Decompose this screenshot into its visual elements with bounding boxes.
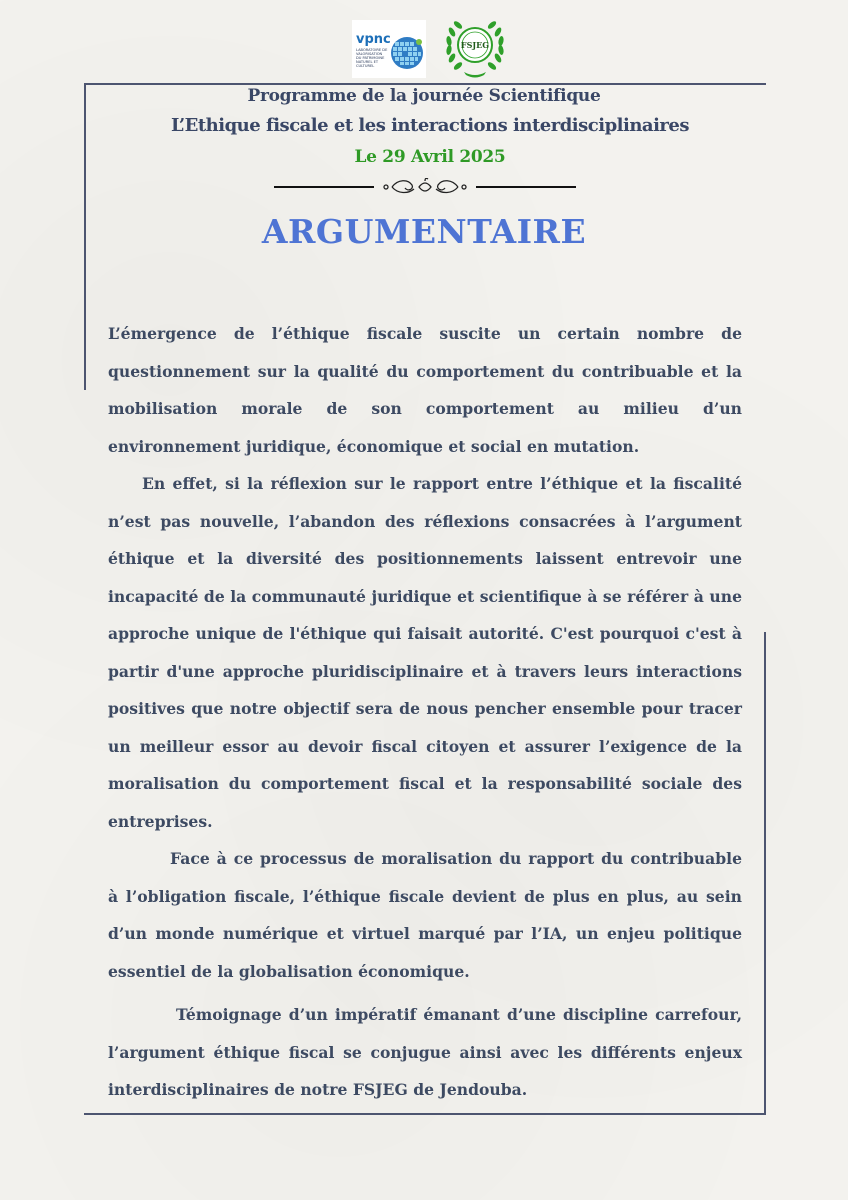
globe-icon — [388, 34, 426, 72]
argument-body — [108, 315, 742, 1109]
event-date: Le 29 Avril 2025 — [354, 147, 506, 167]
vpnc-logo-subtitle: LABORATOIRE DE VALORISATION DU PATRIMOINE NATUREL ET CULTUREL — [356, 48, 388, 68]
vpnc-logo-text: vpnc — [356, 32, 391, 47]
program-heading: Programme de la journée Scientifique — [247, 86, 601, 106]
paragraph-moralisation: Face à ce processus de moralisation du rapport du contribuable à l’obligation fiscale, l’éthique fiscale devient de plus en plus, au sein d’un monde numérique et virtuel marqué par l’IA, un enjeu politique essentiel de la globalisation économique. — [108, 849, 742, 981]
event-title: L’Ethique fiscale et les interactions interdisciplinaires — [171, 115, 689, 136]
paragraph-intro: L’émergence de l’éthique fiscale suscite un certain nombre de questionnement sur la qualité du comportement du contribuable et la mobilisation morale de son comportement au milieu d’un environnement juridique, économique et social en mutation. — [108, 324, 742, 456]
paragraph-context: En effet, si la réflexion sur le rapport entre l’éthique et la fiscalité n’est pas nouvelle, l’abandon des réflexions consacrées à l’argument éthique et la diversité des positionnements laissent entrevoir une incapacité de la communauté juridique et scientifique à se référer à une approche unique de l'éthique qui faisait autorité. C'est pourquoi c'est à partir d'une approche pluridisciplinaire et à travers leurs interactions positives que notre objectif sera de nous pencher ensemble pour tracer un meilleur essor au devoir fiscal citoyen et assurer l’exigence de la moralisation du comportement fiscal et la responsabilité sociale des entreprises. — [108, 474, 742, 831]
fsjeg-logo-text: FSJEG — [460, 40, 490, 50]
frame-top-line — [84, 83, 766, 85]
argumentaire-title: ARGUMENTAIRE — [261, 212, 587, 251]
frame-bottom-line — [84, 1113, 766, 1115]
logos-bar — [0, 8, 848, 80]
vpnc-logo — [352, 20, 426, 78]
paragraph-conclusion: Témoignage d’un impératif émanant d’une discipline carrefour, l’argument éthique fiscal se conjugue ainsi avec les différents enjeux interdisciplinaires de notre FSJEG de Jendouba. — [108, 1005, 742, 1099]
fsjeg-logo — [442, 12, 508, 80]
ornamental-divider — [274, 178, 576, 196]
frame-right-line — [764, 632, 766, 1115]
